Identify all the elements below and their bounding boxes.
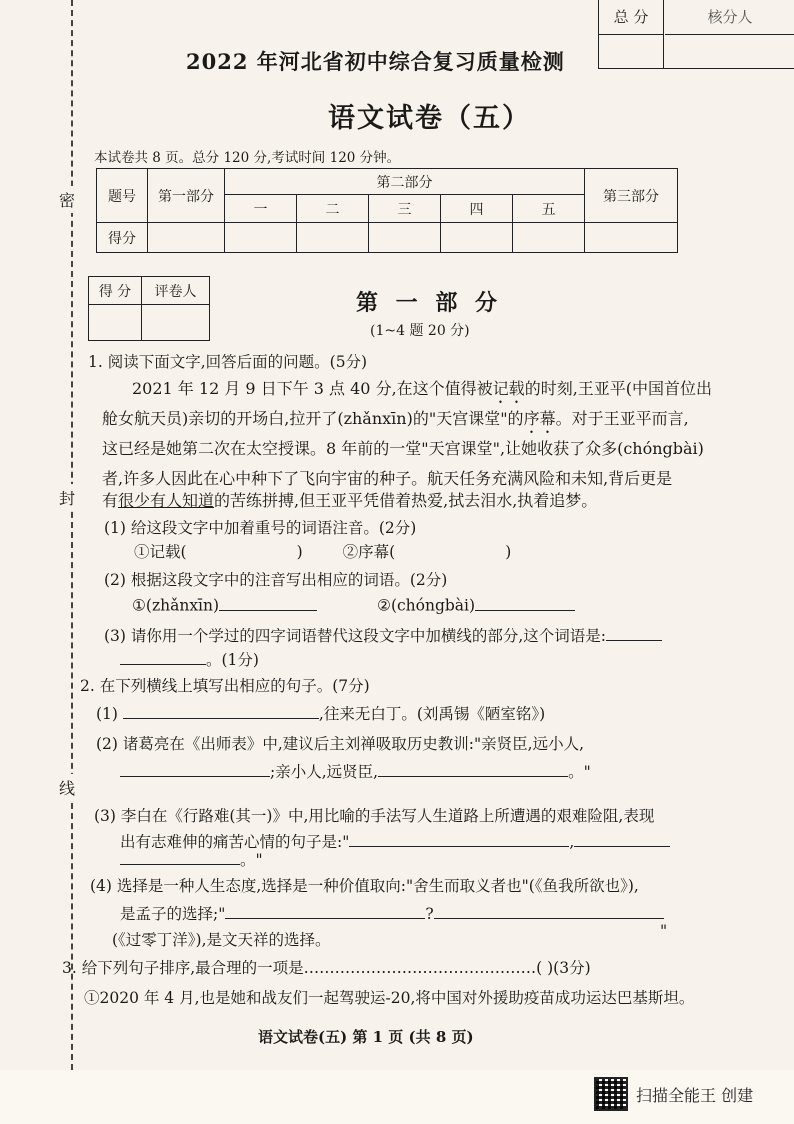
q2-sub-2-cont	[120, 760, 591, 782]
q1-sub-3	[104, 624, 662, 646]
scanner-watermark	[594, 1076, 753, 1112]
col-part-two-4: 四	[441, 195, 513, 223]
poem-answer-3b[interactable]	[574, 831, 670, 848]
q1-sub-2-answers	[132, 594, 575, 615]
poem-answer-1[interactable]	[123, 703, 319, 720]
q1-sub-3-points: 。(1分)	[206, 651, 259, 669]
q1-stem: 1. 阅读下面文字,回答后面的问题。(5分)	[88, 353, 368, 371]
col-part-one: 第一部分	[148, 169, 225, 223]
q1-text: 。对于王亚平而言,	[555, 409, 689, 428]
underlined-phrase: 很少有人知道	[118, 491, 215, 510]
col-part-three: 第三部分	[585, 169, 678, 223]
col-part-two-2: 二	[297, 195, 369, 223]
paren-close: )	[296, 543, 303, 561]
idiom-answer-start[interactable]	[606, 625, 662, 642]
q1-sub-1: (1) 给这段文字中加着重号的词语注音。(2分)	[104, 519, 417, 537]
grader-box	[88, 276, 210, 341]
q2-sub-4: (4) 选择是一种人生态度,选择是一种价值取向:"舍生而取义者也"(《鱼我所欲也》),	[90, 877, 639, 895]
q1-text: 有	[102, 491, 119, 510]
row-label-score: 得分	[97, 223, 148, 253]
q1-sub-2: (2) 根据这段文字中的注音写出相应的词语。(2分)	[104, 571, 448, 589]
subject-title: 语文试卷（五）	[328, 103, 531, 134]
answer-label-zhanxin: ①(zhǎnxīn)	[132, 596, 220, 615]
emphasis-word-xumu: 序幕	[523, 409, 556, 428]
section-title: 第 一 部 分	[356, 290, 502, 316]
col-part-two-1: 一	[225, 195, 297, 223]
quote-close: 。"	[240, 851, 263, 869]
q2-sub-1-text: ,往来无白丁。(刘禹锡《陋室铭》)	[318, 705, 546, 723]
q1-text: 的时刻,王亚平(中国首位出	[524, 379, 713, 398]
q2-sub-2: (2) 诸葛亮在《出师表》中,建议后主刘禅吸取历史教训:"亲贤臣,远小人,	[96, 735, 585, 753]
q3-sentence-1: ①2020 年 4 月,也是她和战友们一起驾驶运-20,将中国对外援助疫苗成功运达巴基斯坦。	[84, 989, 695, 1007]
q1-text: 的苦练拼搏,但王亚平凭借着热爱,拭去泪水,执着追梦。	[214, 491, 598, 510]
q1-passage-line-3: 这已经是她第二次在太空授课。8 年前的一堂"天宫课堂",让她收获了众多(chóngbài)	[102, 439, 704, 458]
q2-sub-4-quote: "	[660, 922, 668, 940]
score-cell-part-three[interactable]	[585, 223, 678, 253]
word-answer-zhanxin[interactable]	[219, 594, 317, 611]
q2-sub-4-cont	[120, 902, 664, 924]
grader-name-cell[interactable]	[141, 305, 209, 341]
poem-answer-2a[interactable]	[120, 761, 270, 778]
row-label-question-number: 题号	[97, 169, 148, 223]
watermark-text: 扫描全能王 创建	[636, 1085, 754, 1105]
q1-passage-line-2	[102, 406, 689, 437]
q1-passage-line-4: 者,许多人因此在心中种下了飞向宇宙的种子。航天任务充满风险和未知,背后更是	[102, 469, 673, 488]
qr-code-icon	[594, 1077, 628, 1111]
score-table	[96, 168, 678, 253]
word-answer-chongbai[interactable]	[475, 594, 575, 611]
emphasis-word-jizai: 记载	[492, 379, 525, 398]
poem-answer-3a[interactable]	[349, 831, 569, 848]
poem-answer-4a[interactable]	[225, 903, 425, 920]
q3-stem: 3. 给下列句子排序,最合理的一项是………………………………………( )(3分)	[62, 959, 591, 977]
exam-title: 2022 年河北省初中综合复习质量检测	[186, 49, 565, 74]
score-cell-part-two-2[interactable]	[297, 223, 369, 253]
q1-sub-3-text: (3) 请你用一个学过的四字词语替代这段文字中加横线的部分,这个词语是:	[104, 627, 607, 645]
q2-sub-3-text: 出有志难伸的痛苦心情的句子是:"	[120, 833, 350, 851]
score-cell-part-one[interactable]	[148, 223, 225, 253]
poem-answer-3c[interactable]	[120, 849, 240, 866]
answer-label-jizai: ①记载(	[134, 543, 187, 561]
q2-sub-2-end: 。"	[568, 763, 591, 781]
poem-answer-4b[interactable]	[434, 903, 664, 920]
answer-label-xumu: ②序幕(	[342, 543, 396, 561]
q1-passage-line-5	[102, 488, 597, 511]
score-cell-part-two-5[interactable]	[513, 223, 585, 253]
q2-sub-3-end	[120, 848, 263, 870]
q1-text: 舱女航天员)亲切的开场白,拉开了(zhǎnxīn)的"天宫课堂"的	[102, 409, 524, 428]
seal-mark-feng: 封	[59, 484, 75, 511]
total-score-box	[598, 0, 794, 69]
section-subtitle: (1~4 题 20 分)	[370, 323, 470, 339]
seal-mark-mi: 密	[59, 186, 75, 213]
checker-label: 核分人	[665, 0, 794, 35]
q1-text: 2021 年 12 月 9 日下午 3 点 40 分,在这个值得被	[132, 379, 493, 398]
binding-line	[71, 0, 73, 1070]
exam-info: 本试卷共 8 页。总分 120 分,考试时间 120 分钟。	[94, 150, 401, 166]
col-part-two-3: 三	[369, 195, 441, 223]
q2-sub-1-label: (1)	[96, 705, 118, 723]
poem-answer-2b[interactable]	[378, 761, 568, 778]
grader-score-cell[interactable]	[89, 305, 142, 341]
score-box-divider	[663, 34, 664, 68]
q1-sub-1-answers	[134, 540, 511, 562]
total-score-label: 总 分	[599, 0, 664, 35]
seal-mark-xian: 线	[59, 774, 75, 801]
col-part-two-5: 五	[513, 195, 585, 223]
q1-sub-3-end	[120, 648, 259, 670]
q2-sub-4-end: (《过零丁洋》),是文天祥的选择。	[112, 931, 331, 949]
q2-sub-1	[96, 702, 545, 724]
q1-passage-line-1	[132, 376, 712, 407]
answer-label-chongbai: ②(chóngbài)	[377, 596, 476, 615]
score-cell-part-two-1[interactable]	[225, 223, 297, 253]
paren-close: )	[505, 543, 512, 561]
comma: ,	[569, 833, 575, 851]
q2-sub-4-text: 是孟子的选择;"	[120, 905, 226, 923]
question-mark: ?	[425, 905, 434, 923]
idiom-answer[interactable]	[120, 649, 206, 666]
score-cell-part-two-3[interactable]	[369, 223, 441, 253]
q2-stem: 2. 在下列横线上填写出相应的句子。(7分)	[80, 677, 370, 695]
grader-score-label: 得 分	[89, 277, 142, 305]
page-footer: 语文试卷(五) 第 1 页 (共 8 页)	[258, 1028, 474, 1046]
grader-name-label: 评卷人	[141, 277, 209, 305]
col-part-two: 第二部分	[225, 169, 585, 195]
score-cell-part-two-4[interactable]	[441, 223, 513, 253]
q2-sub-3: (3) 李白在《行路难(其一)》中,用比喻的手法写人生道路上所遭遇的艰难险阻,表现	[94, 807, 655, 825]
q2-sub-2-mid: ;亲小人,远贤臣,	[270, 763, 379, 781]
